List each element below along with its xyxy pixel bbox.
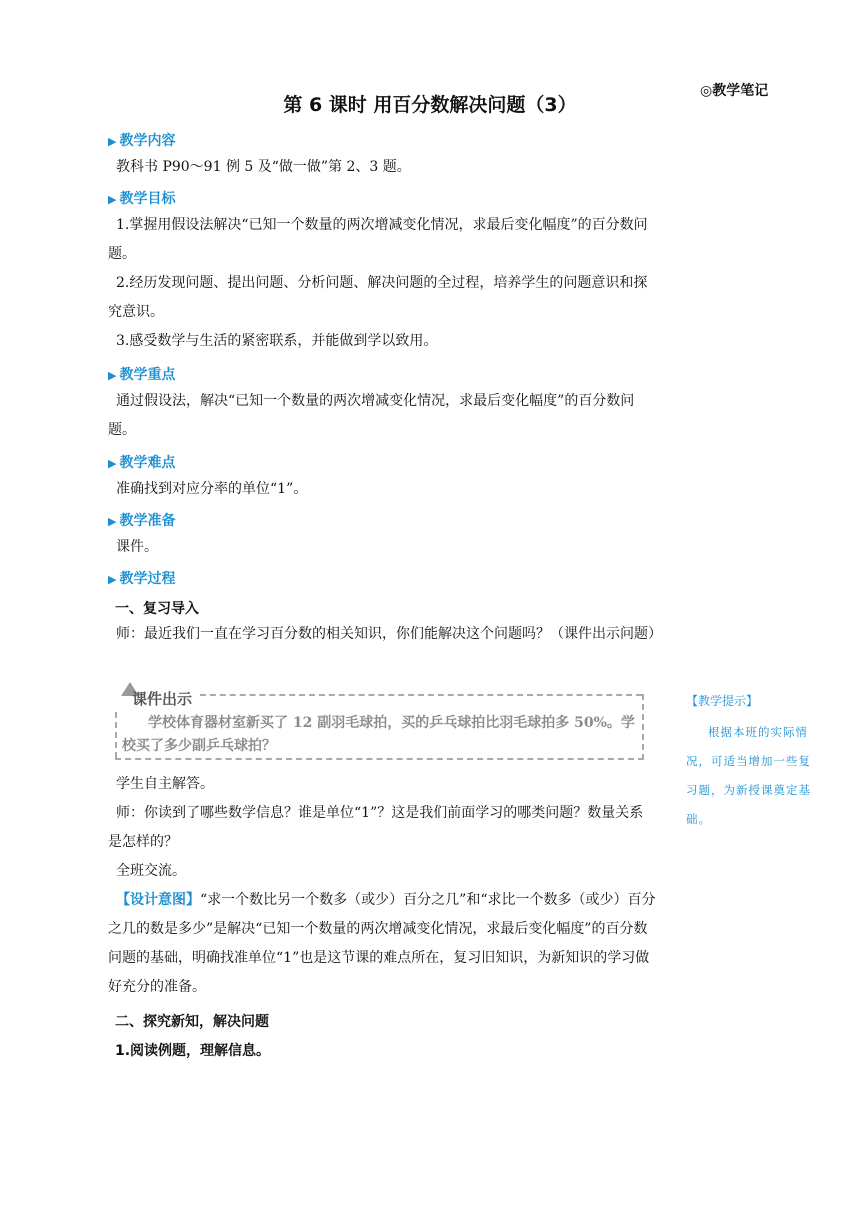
triangle-icon: ▶ (108, 135, 117, 148)
design-intent-text: “求一个数比另一个数多（或少）百分之几”和“求比一个数多（或少）百分之几的数是多少”是解决“已知一个数量的两次增减变化情况，求最后变化幅度”的百分数问题的基础，明确找准单位“1”也是这节课的难点所在，复习旧知识，为新知识的学习做好充分的准备。 (108, 892, 656, 995)
part2-title: 二、探究新知，解决问题 (115, 1014, 269, 1030)
courseware-text: 学校体育器材室新买了 12 副羽毛球拍，买的乒乓球拍比羽毛球拍多 50%。学校买了多少副乒乓球拍？ (122, 715, 635, 754)
courseware-title: 课件出示 (132, 690, 193, 708)
triangle-icon: ▶ (108, 369, 117, 382)
goal-item: 1.掌握用假设法解决“已知一个数量的两次增减变化情况，求最后变化幅度”的百分数问题。 (108, 217, 648, 262)
courseware-box-left-border (115, 712, 117, 758)
content-text: 教科书 P90～91 例 5 及“做一做”第 2、3 题。 (116, 159, 411, 175)
design-intent-tag: 【设计意图】 (116, 892, 200, 908)
goal-item: 3.感受数学与生活的紧密联系，并能做到学以致用。 (116, 333, 438, 349)
paragraph: 学生自主解答。 (116, 776, 214, 792)
section-heading-prep: ▶ 教学准备 (108, 513, 176, 529)
key-text: 通过假设法，解决“已知一个数量的两次增减变化情况，求最后变化幅度”的百分数问题。 (108, 393, 635, 438)
paragraph: 师：你读到了哪些数学信息？谁是单位“1”？这是我们前面学习的哪类问题？数量关系是怎样的？ (108, 805, 644, 850)
difficult-text: 准确找到对应分率的单位“1”。 (116, 481, 308, 497)
paragraph: 全班交流。 (116, 863, 186, 879)
triangle-icon: ▶ (108, 515, 117, 528)
teaching-tip-text: 根据本班的实际情况，可适当增加一些复习题，为新授课奠定基础。 (686, 725, 811, 826)
teaching-tip-title: 【教学提示】 (686, 694, 759, 708)
part1-title: 一、复习导入 (115, 601, 199, 617)
section-heading-goals: ▶ 教学目标 (108, 191, 176, 207)
goal-item: 2.经历发现问题、提出问题、分析问题、解决问题的全过程，培养学生的问题意识和探究意识。 (108, 275, 648, 320)
page-title: 第 6 课时 用百分数解决问题（3） (283, 94, 577, 116)
triangle-icon: ▶ (108, 457, 117, 470)
design-intent (108, 886, 656, 1002)
section-heading-process: ▶ 教学过程 (108, 571, 176, 587)
step-1: 1.阅读例题，理解信息。 (115, 1043, 271, 1059)
prep-text: 课件。 (116, 539, 158, 555)
section-heading-key: ▶ 教学重点 (108, 367, 176, 383)
paragraph: 师：最近我们一直在学习百分数的相关知识，你们能解决这个问题吗？（课件出示问题） (116, 626, 662, 642)
section-heading-content: ▶ 教学内容 (108, 133, 176, 149)
section-heading-difficult: ▶ 教学难点 (108, 455, 176, 471)
triangle-icon: ▶ (108, 193, 117, 206)
teaching-notes-label: ◎教学笔记 (700, 83, 769, 99)
triangle-icon: ▶ (108, 573, 117, 586)
courseware-box-top-border (200, 694, 642, 696)
